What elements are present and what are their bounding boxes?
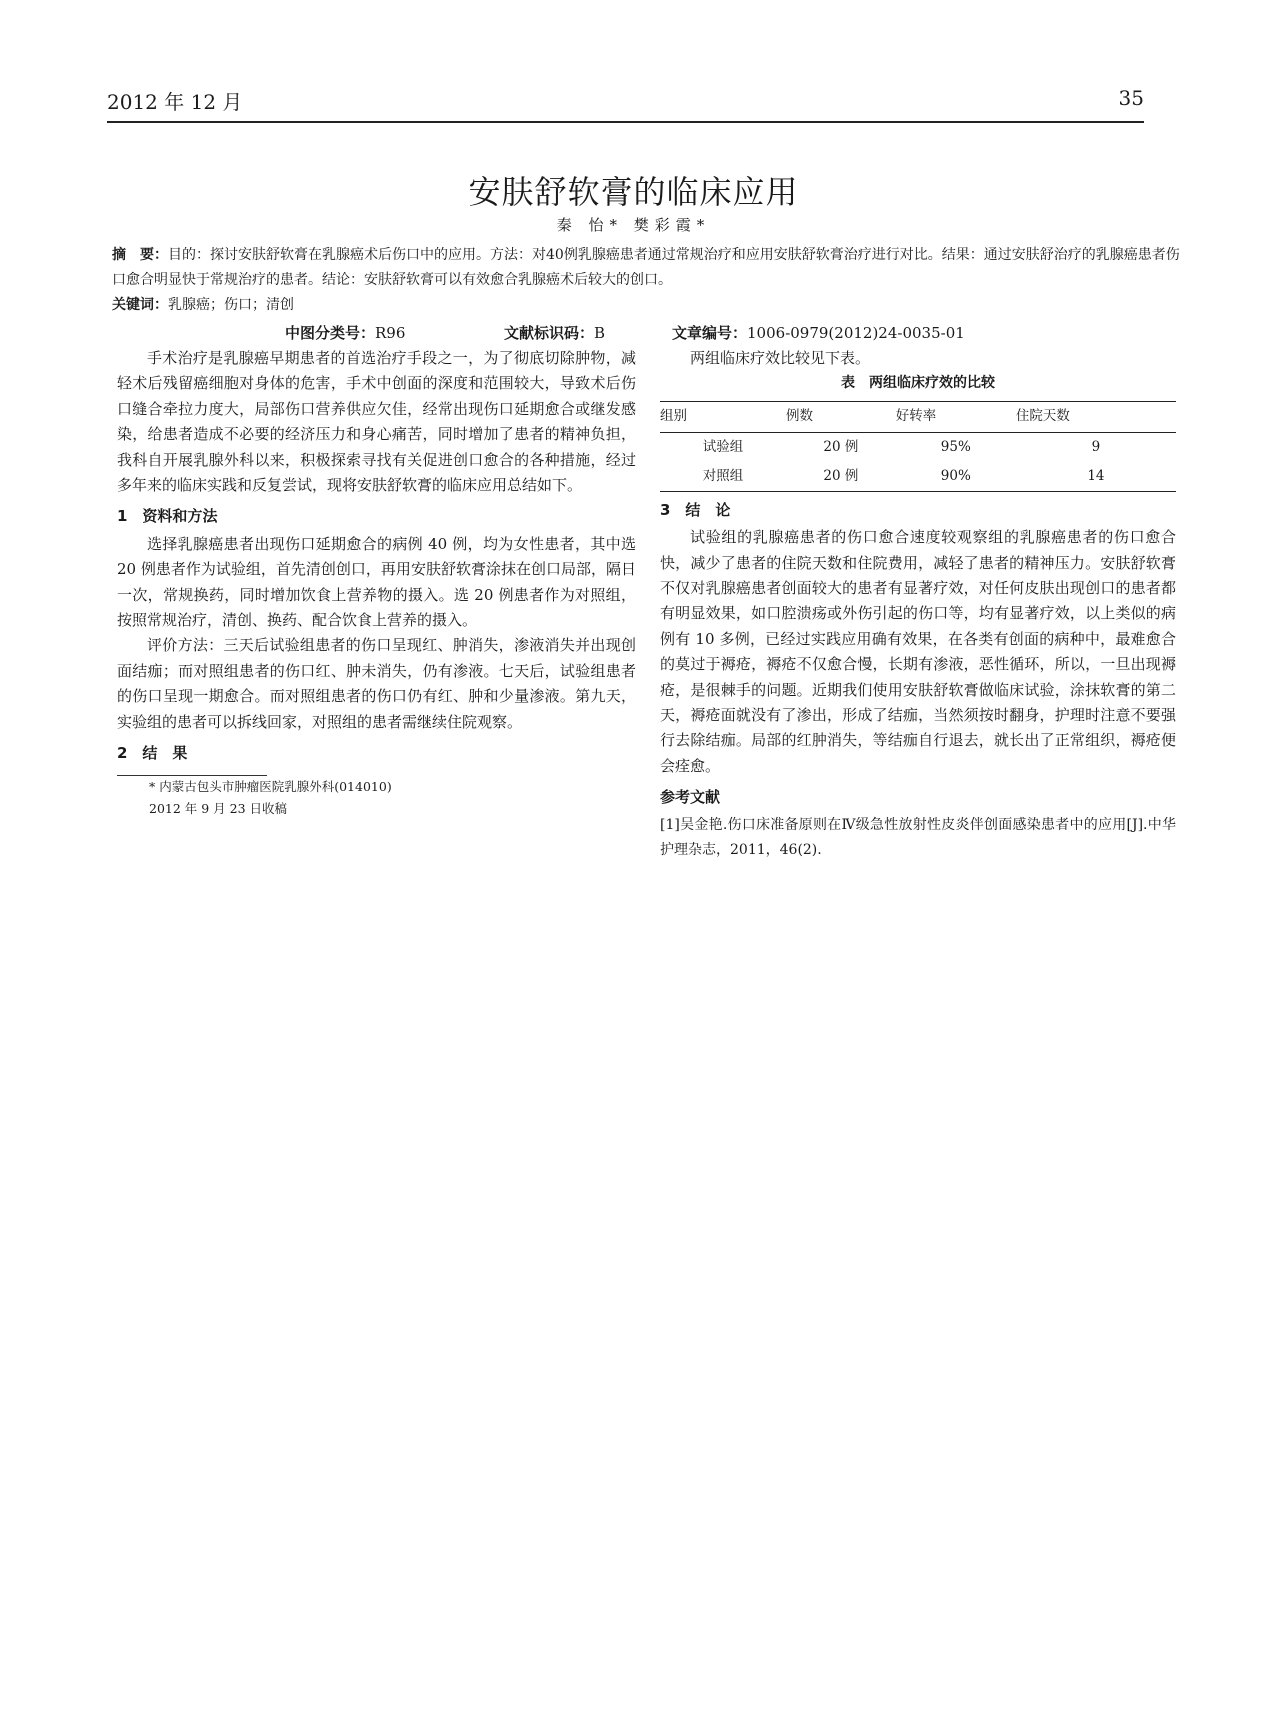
abstract-text: 目的：探讨安肤舒软膏在乳腺癌术后伤口中的应用。方法：对40例乳腺癌患者通过常规治疗和应用安肤舒软膏治疗进行对比。结果：通过安肤舒治疗的乳腺癌患者伤口愈合明显快于常规治疗的患者。结论：安肤舒软膏可以有效愈合乳腺癌术后较大的创口。: [112, 247, 1180, 288]
footnote-affiliation: * 内蒙古包头市肿瘤医院乳腺外科(014010): [149, 778, 392, 794]
table-header-cell: 例数: [786, 401, 896, 432]
table-cell: 9: [1091, 438, 1101, 455]
table-row: [660, 462, 1176, 492]
page-number: 35: [1118, 86, 1144, 110]
clc-line: [285, 322, 405, 343]
section2-paragraph: 两组临床疗效比较见下表。: [690, 349, 871, 367]
header-rule: [107, 121, 1144, 123]
doc-code-value: B: [594, 324, 606, 342]
section1-paragraph-2: 评价方法：三天后试验组患者的伤口呈现红、肿消失，渗液消失并出现创面结痂；而对照组患者的伤口红、肿未消失，仍有渗液。七天后，试验组患者的伤口呈现一期愈合。而对照组患者的伤口仍有红、肿和少量渗液。第九天，实验组的患者可以拆线回家，对照组的患者需继续住院观察。: [117, 636, 636, 731]
section3-heading: 3 结 论: [660, 500, 731, 519]
keywords: [112, 293, 1186, 318]
table-header-cell: 组别: [660, 401, 786, 432]
abstract: [112, 243, 1186, 293]
section3-paragraph: 试验组的乳腺癌患者的伤口愈合速度较观察组的乳腺癌患者的伤口愈合快，减少了患者的住院天数和住院费用，减轻了患者的精神压力。安肤舒软膏不仅对乳腺癌患者创面较大的患者有显著疗效，对任何皮肤出现创口的患者都有明显效果，如口腔溃疡或外伤引起的伤口等，均有显著疗效，以上类似的病例有 10 多例，已经过实践应用确有效果，在各类有创面的病种中，最难愈合的莫过于褥疮，褥疮不仅愈合慢，长期有渗液，恶性循环，所以，一旦出现褥疮，是很棘手的问题。近期我们使用安肤舒软膏做临床试验，涂抹软膏的第二天，褥疮面就没有了渗出，形成了结痂，当然须按时翻身，护理时注意不要强行去除结痂。局部的红肿消失，等结痂自行退去，就长出了正常组织，褥疮便会痊愈。: [660, 528, 1176, 775]
table-header-cell: 好转率: [896, 401, 1016, 432]
table-header-row: [660, 401, 1176, 432]
keywords-label: 关键词：: [112, 297, 168, 313]
keywords-text: 乳腺癌；伤口；清创: [168, 297, 294, 313]
article-title: 安肤舒软膏的临床应用: [468, 173, 799, 211]
table-cell: 对照组: [660, 462, 786, 492]
page-header: [107, 86, 1144, 116]
doc-code-label: 文献标识码：: [504, 324, 595, 342]
reference-item: [1]吴金艳.伤口床准备原则在Ⅳ级急性放射性皮炎伴创面感染患者中的应用[J].中华护理杂志，2011，46(2).: [660, 816, 1176, 858]
references-heading: 参考文献: [660, 788, 721, 807]
table-cell: 95%: [940, 438, 971, 455]
right-column: [660, 346, 1176, 863]
section2-heading: 2 结 果: [117, 744, 188, 763]
left-column: [117, 346, 636, 820]
table-row: [660, 432, 1176, 462]
article-authors: 秦 怡* 樊彩霞*: [556, 216, 711, 234]
intro-paragraph: 手术治疗是乳腺癌早期患者的首选治疗手段之一，为了彻底切除肿物，减轻术后残留癌细胞对身体的危害，手术中创面的深度和范围较大，导致术后伤口缝合牵拉力度大，局部伤口营养供应欠佳，经常出现伤口延期愈合或继发感染，给患者造成不必要的经济压力和身心痛苦，同时增加了患者的精神负担，我科自开展乳腺外科以来，积极探索寻找有关促进创口愈合的各种措施，经过多年来的临床实践和反复尝试，现将安肤舒软膏的临床应用总结如下。: [117, 349, 636, 495]
article-no-value: 1006-0979(2012)24-0035-01: [747, 324, 965, 342]
table-cell: 90%: [896, 462, 1016, 492]
table-cell: 14: [1016, 462, 1176, 492]
clc-value: R96: [375, 324, 406, 342]
section1-heading: 1 资料和方法: [117, 507, 218, 526]
results-table: [660, 371, 1176, 491]
table-cell: 试验组: [702, 438, 744, 455]
table-cell: 20 例: [786, 462, 896, 492]
doc-code-line: [504, 322, 605, 343]
issue-date: 2012 年 12 月: [107, 90, 243, 114]
table-cell: 20 例: [823, 438, 859, 455]
section1-paragraph-1: 选择乳腺癌患者出现伤口延期愈合的病例 40 例，均为女性患者，其中选 20 例患者作为试验组，首先清创创口，再用安肤舒软膏涂抹在创口局部，隔日一次，常规换药，同时增加饮食上营养物的摄入。选 20 例患者作为对照组，按照常规治疗，清创、换药、配合饮食上营养的摄入。: [117, 534, 636, 630]
table-caption: 表 两组临床疗效的比较: [841, 375, 995, 392]
footnote-received: 2012 年 9 月 23 日收稿: [149, 800, 288, 816]
article-no-line: [672, 322, 965, 343]
abstract-block: [112, 243, 1186, 318]
clc-label: 中图分类号：: [285, 324, 376, 342]
article-no-label: 文章编号：: [672, 324, 748, 342]
abstract-label: 摘 要：: [112, 247, 168, 263]
table-header-cell: 住院天数: [1016, 401, 1176, 432]
